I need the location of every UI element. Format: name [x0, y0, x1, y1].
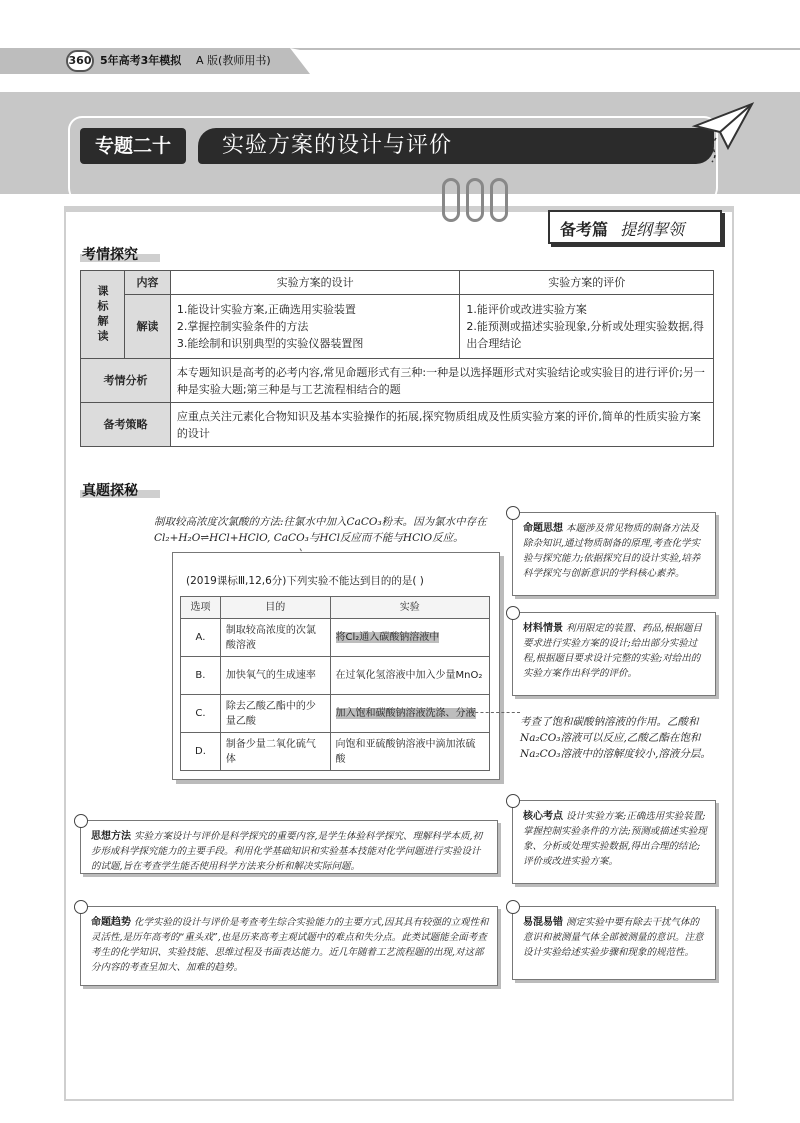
q-goal: 制备少量二氧化硫气体: [220, 733, 330, 771]
section-title-kaoqing: 考情探究: [82, 247, 138, 263]
edition: A 版(教师用书): [196, 54, 271, 67]
lightbulb-icon: [506, 900, 520, 914]
design-text: 1.能设计实验方案,正确选用实验装置 2.掌握控制实验条件的方法 3.能绘制和识别典型的实验仪器装置图: [170, 295, 460, 359]
q-exp-highlight: 将Cl₂通入碳酸钠溶液中: [335, 632, 440, 643]
section-tag: [548, 210, 722, 244]
note-title: 核心考点: [523, 811, 563, 822]
table-row: [181, 657, 490, 695]
note-title: 易混易错: [523, 917, 563, 928]
analysis-text: 本专题知识是高考的必考内容,常见命题形式有三种:一种是以选择题形式对实验结论或实验目的进行评价;另一种是实验大题;第三种是与工艺流程相结合的题: [170, 359, 713, 403]
note-text: 设计实验方案;正确选用实验装置;掌握控制实验条件的方法;预测或描述实验现象、分析或处理实验数据,得出合理的结论;评价或改进实验方案。: [523, 811, 707, 867]
q-exp: [330, 619, 489, 657]
tag-left: 备考篇: [560, 220, 609, 239]
q-goal: 加快氧气的生成速率: [220, 657, 330, 695]
handwritten-note-right: 考查了饱和碳酸钠溶液的作用。乙酸和Na₂CO₃溶液可以反应,乙酸乙酯在饱和Na₂CO₃溶液中的溶解度较小,溶液分层。: [520, 716, 711, 760]
handwritten-note-top: 制取较高浓度次氯酸的方法:往氯水中加入CaCO₃粉末。因为氯水中存在Cl₂+H₂O⇌HCl+HClO, CaCO₃与HCl反应而不能与HClO反应。: [154, 516, 487, 544]
note-text: 实验方案设计与评价是科学探究的重要内容,是学生体验科学探究、理解科学本质,初步形成科学探究能力的主要手段。利用化学基础知识和实验基本技能对化学问题进行实验设计的试题,旨在考查学生能否使用科学方法来分析和解决实际问题。: [91, 831, 483, 872]
note-title: 思想方法: [91, 831, 131, 842]
col-design: 实验方案的设计: [170, 271, 460, 295]
standards-table: [80, 270, 714, 447]
lightbulb-icon: [74, 814, 88, 828]
q-header-goal: 目的: [220, 597, 330, 619]
binder-ring-icon: [466, 178, 484, 222]
table-row: [181, 733, 490, 771]
binder-ring-icon: [490, 178, 508, 222]
question-stem: (2019课标Ⅲ,12,6分)下列实验不能达到目的的是( ): [186, 575, 424, 587]
q-option: D.: [181, 733, 221, 771]
lightbulb-icon: [506, 606, 520, 620]
section-title-zhenti: 真题探秘: [82, 483, 138, 499]
tag-right: 提纲挈领: [620, 220, 685, 239]
book-title: 5年高考3年模拟: [100, 54, 182, 67]
note-text: 利用限定的装置、药品,根据题目要求进行实验方案的设计;给出部分实验过程,根据题目要求设计完整的实验;对给出的实验方案作出科学的评价。: [523, 623, 703, 679]
question-table: [180, 596, 490, 771]
q-goal: 制取较高浓度的次氯酸溶液: [220, 619, 330, 657]
q-exp: [330, 695, 489, 733]
q-exp-highlight: 加入饱和碳酸钠溶液洗涤、分液: [335, 708, 476, 719]
paper-plane-icon: [690, 96, 760, 166]
note-cailiao: [512, 612, 716, 696]
col-eval: 实验方案的评价: [460, 271, 714, 295]
content-label: 内容: [124, 271, 170, 295]
row-label: 课标解读: [81, 271, 125, 359]
note-title: 材料情景: [523, 623, 563, 634]
note-yihun: [512, 906, 716, 980]
table-row: [181, 619, 490, 657]
note-mingti: [512, 512, 716, 596]
lightbulb-icon: [506, 506, 520, 520]
note-sixiang: [80, 820, 498, 874]
note-text: 本题涉及常见物质的制备方法及除杂知识,通过物质制备的原理,考查化学实验与探究能力;依据探究目的设计实验,培养科学探究与创新意识的学科核心素养。: [523, 523, 701, 579]
q-goal: 除去乙酸乙酯中的少量乙酸: [220, 695, 330, 733]
eval-text: 1.能评价或改进实验方案 2.能预测或描述实验现象,分析或处理实验数据,得出合理结论: [460, 295, 714, 359]
binder-ring-icon: [442, 178, 460, 222]
lightbulb-icon: [74, 900, 88, 914]
topic-label: 专题二十: [80, 128, 186, 164]
strategy-text: 应重点关注元素化合物知识及基本实验操作的拓展,探究物质组成及性质实验方案的评价,简单的性质实验方案的设计: [170, 403, 713, 447]
note-hexin: [512, 800, 716, 884]
q-exp: 向饱和亚硫酸钠溶液中滴加浓硫酸: [330, 733, 489, 771]
q-header-exp: 实验: [330, 597, 489, 619]
topic-title: 实验方案的设计与评价: [198, 128, 714, 164]
note-title: 命题趋势: [91, 917, 131, 928]
page-number: 360: [66, 50, 94, 72]
strategy-label: 备考策略: [81, 403, 171, 447]
note-text: 测定实验中要有除去干扰气体的意识和被测量气体全部被测量的意识。注意设计实验给述实验步骤和现象的规范性。: [523, 917, 704, 958]
table-row: [181, 695, 490, 733]
note-qushi: [80, 906, 498, 986]
note-text: 化学实验的设计与评价是考查考生综合实验能力的主要方式,因其具有较强的立观性和灵活性,是历年高考的“重头戏”,也是历来高考主观试题中的难点和失分点。此类试题能全面考查考生的化学知识、实验技能、思维过程及书面表达能力。近几年随着工艺流程题的出现,对这部分内容的考查呈加大、加难的趋势。: [91, 917, 489, 973]
interpret-label: 解读: [124, 295, 170, 359]
analysis-label: 考情分析: [81, 359, 171, 403]
q-header-opt: 选项: [181, 597, 221, 619]
q-option: A.: [181, 619, 221, 657]
q-exp: 在过氧化氢溶液中加入少量MnO₂: [330, 657, 489, 695]
q-option: C.: [181, 695, 221, 733]
q-option: B.: [181, 657, 221, 695]
note-title: 命题思想: [523, 523, 563, 534]
lightbulb-icon: [506, 794, 520, 808]
leader-line: [470, 712, 520, 713]
